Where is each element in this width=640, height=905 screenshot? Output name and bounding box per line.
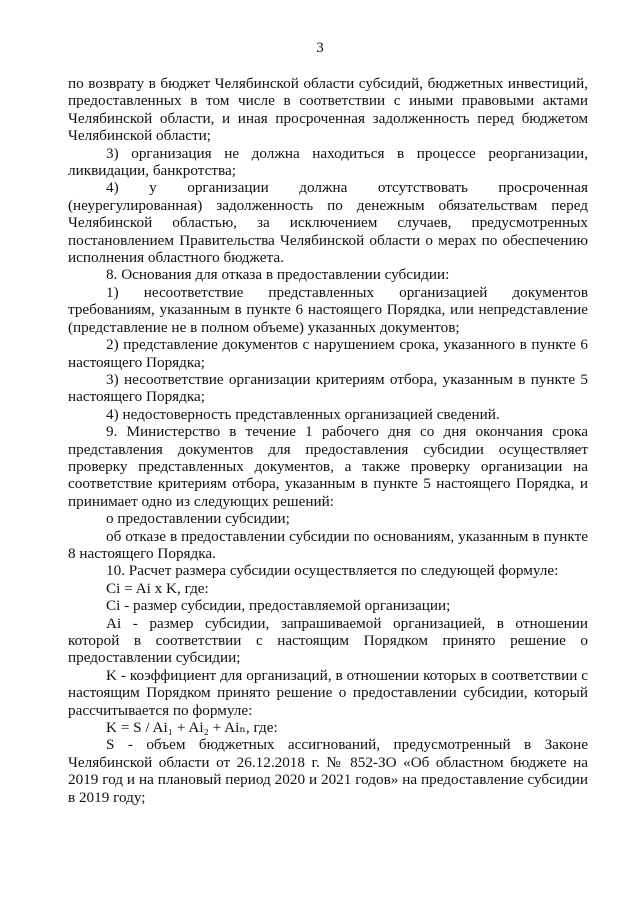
definition-s: S - объем бюджетных ассигнований, предусмотренный в Законе Челябинской области от 26.12.2018 г. № 852-ЗО «Об областном бюджете на 2019 год и на плановый период 2020 и 2021 годов» на предоставление субсидии в 2019 году; <box>68 736 588 806</box>
decision-grant: о предоставлении субсидии; <box>106 510 290 528</box>
paragraph-item-4-debt: 4) у организации должна отсутствовать просроченная (неурегулированная) задолженность по денежным обязательствам перед Челябинской областью, за исключением случаев, предусмотренных постановлением Правительства Челябинской области о мерах по обеспечению исполнения областного бюджета. <box>68 179 588 267</box>
paragraph-item-3-reorganization: 3) организация не должна находиться в процессе реорганизации, ликвидации, банкротства; <box>68 144 588 180</box>
definition-ci: Ci - размер субсидии, предоставляемой организации; <box>106 597 451 615</box>
section-10-heading: 10. Расчет размера субсидии осуществляется по следующей формуле: <box>106 562 559 580</box>
paragraph-8-item-3: 3) несоответствие организации критериям отбора, указанным в пункте 5 настоящего Порядка; <box>68 370 588 406</box>
paragraph-8-item-2: 2) представление документов с нарушением срока, указанного в пункте 6 настоящего Порядка; <box>68 336 588 371</box>
paragraph-8-item-1: 1) несоответствие представленных организацией документов требованиям, указанным в пункте 6 настоящего Порядка, или непредставление (представление не в полном объеме) указанных документов; <box>68 283 588 336</box>
section-9-paragraph: 9. Министерство в течение 1 рабочего дня со дня окончания срока представления документов для предоставления субсидии осуществляет проверку представленных документов, а также проверку организации на соответствие критериям отбора, указанным в пункте 5 настоящего Порядка, и принимает одно из следующих решений: <box>68 423 588 510</box>
decision-refusal: об отказе в предоставлении субсидии по основаниям, указанным в пункте 8 настоящего Порядка. <box>68 527 588 562</box>
section-8-heading: 8. Основания для отказа в предоставлении субсидии: <box>106 266 450 284</box>
page-number: 3 <box>316 40 324 56</box>
definition-ai: Ai - размер субсидии, запрашиваемой организацией, в отношении которой в соответствии с настоящим Порядком принято решение о предоставлении субсидии; <box>68 614 588 667</box>
formula-k: K = S / Ai₁ + Ai₂ + Aiₙ, где: <box>106 719 278 737</box>
paragraph-8-item-4: 4) недостоверность представленных организацией сведений. <box>106 405 500 423</box>
document-body <box>68 75 588 806</box>
formula-ci: Ci = Ai x K, где: <box>106 579 209 597</box>
paragraph-continuation: по возврату в бюджет Челябинской области субсидий, бюджетных инвестиций, предоставленных в том числе в соответствии с иными правовыми актами Челябинской области, и иная просроченная задолженность перед бюджетом Челябинской области; <box>68 75 588 145</box>
definition-k: K - коэффициент для организаций, в отношении которых в соответствии с настоящим Порядком принято решение о предоставлении субсидии, который рассчитывается по формуле: <box>68 666 588 719</box>
